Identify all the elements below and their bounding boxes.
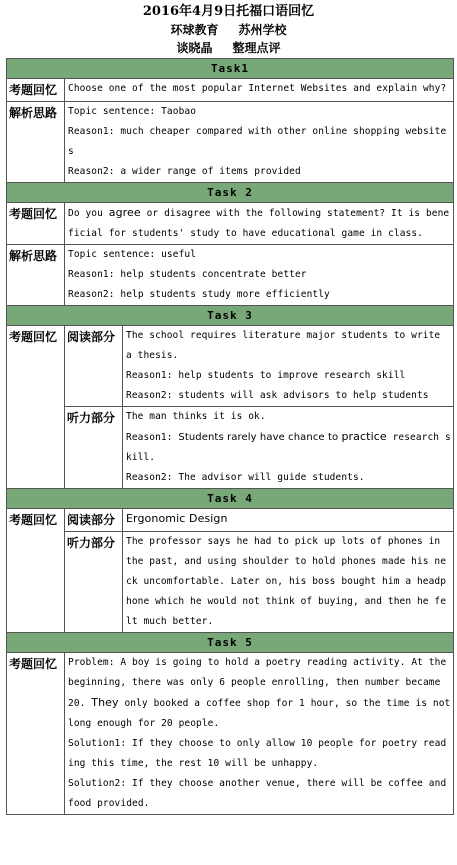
task4-reading: Ergonomic Design — [123, 509, 454, 532]
task3-listening-reason2: Reason2: The advisor will guide students. — [126, 472, 365, 483]
task3-reading-reason1: Reason1: help students to improve research skill — [126, 370, 406, 381]
task3-reading — [123, 326, 454, 407]
task5-solution1: Solution1: If they choose to only allow 10 people for poetry reading this time, the rest 10 will be unhappy. — [68, 738, 447, 769]
author-name: 谈晓晶 — [176, 41, 213, 55]
task2-analysis-label: 解析思路 — [7, 245, 65, 306]
task4-reading-label: 阅读部分 — [65, 509, 123, 532]
task3-reading-main: The school requires literature major students to write a thesis. — [126, 330, 441, 361]
task1-analysis-label: 解析思路 — [7, 102, 65, 183]
task3-lr1-b: practice — [341, 430, 387, 443]
school-name: 苏州学校 — [238, 23, 287, 37]
task2-q-agree: agree — [108, 206, 141, 219]
document-title: 2016年4月9日托福口语回忆 — [142, 4, 315, 19]
task5-problem-a: Problem: A boy is going to hold a poetry reading activity. At the beginning, there was only 6 people enrolling, then number became 20. — [68, 657, 447, 709]
task3-listening-label: 听力部分 — [65, 407, 123, 489]
task3-recall-label: 考题回忆 — [7, 326, 65, 489]
task1-analysis — [65, 102, 454, 183]
task5-problem-b: only booked a coffee shop for 1 hour, so the time is not long enough for 20 people. — [68, 698, 451, 729]
task5-header: Task 5 — [7, 633, 454, 653]
author-role: 整理点评 — [232, 41, 281, 55]
task3-lr1-c: research skill. — [126, 432, 451, 463]
task3-reading-label: 阅读部分 — [65, 326, 123, 407]
document-header — [0, 3, 457, 57]
task3-header: Task 3 — [7, 306, 454, 326]
questions-table — [6, 58, 454, 815]
task1-reason2: Reason2: a wider range of items provided — [68, 166, 301, 177]
task2-recall-label: 考题回忆 — [7, 203, 65, 245]
task3-listening-main: The man thinks it is ok. — [126, 411, 266, 422]
task5-recall-label: 考题回忆 — [7, 653, 65, 815]
task2-topic: Topic sentence: useful — [68, 249, 197, 260]
author-line — [0, 39, 457, 57]
task3-lr1-a: Students rarely have chance to — [178, 432, 342, 443]
task5-problem-they: They — [91, 696, 119, 709]
task2-analysis — [65, 245, 454, 306]
task3-reading-reason2: Reason2: students will ask advisors to help students — [126, 390, 429, 401]
org-name: 环球教育 — [170, 23, 219, 37]
task5-problem — [68, 653, 451, 734]
task1-reason1: Reason1: much cheaper compared with other online shopping websites — [68, 126, 447, 157]
task4-header: Task 4 — [7, 489, 454, 509]
task1-question: Choose one of the most popular Internet Websites and explain why? — [65, 79, 454, 102]
task4-listening-label: 听力部分 — [65, 532, 123, 633]
task2-question — [65, 203, 454, 245]
task4-listening: The professor says he had to pick up lots of phones in the past, and using shoulder to hold phones made his neck uncomfortable. Later on, his boss bought him a headphone which he would not think of buying, and then he felt much better. — [123, 532, 454, 633]
task2-q-after: or disagree with the following statement? It is beneficial for students' study to have educational game in class. — [68, 208, 450, 239]
task2-header: Task 2 — [7, 183, 454, 203]
task2-reason2: Reason2: help students study more efficiently — [68, 289, 330, 300]
task1-header: Task1 — [7, 59, 454, 79]
task3-lr1-label: Reason1: — [126, 432, 179, 443]
task2-q-before: Do you — [68, 208, 109, 219]
task3-listening — [123, 407, 454, 489]
task1-recall-label: 考题回忆 — [7, 79, 65, 102]
org-line — [0, 21, 457, 39]
task3-listening-reason1 — [126, 427, 451, 468]
task5-content — [65, 653, 454, 815]
task5-solution2: Solution2: If they choose another venue, there will be coffee and food provided. — [68, 778, 447, 809]
task1-topic: Topic sentence: Taobao — [68, 106, 197, 117]
task4-recall-label: 考题回忆 — [7, 509, 65, 633]
task2-reason1: Reason1: help students concentrate better — [68, 269, 307, 280]
